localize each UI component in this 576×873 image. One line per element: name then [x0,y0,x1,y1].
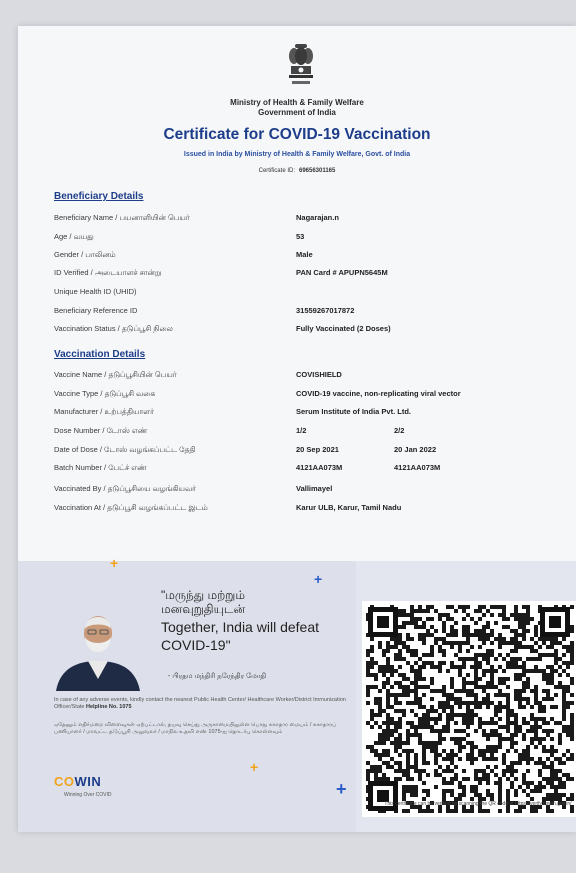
field-value: Karur ULB, Karur, Tamil Nadu [296,503,402,512]
dose2-value: 4121AA073M [394,463,441,472]
helpline-text: In case of any adverse events, kindly contact the nearest Public Health Center/ Healthcare Worker/District Immunization Officer/State [54,697,346,710]
plus-decoration-icon: + [250,759,259,775]
plus-decoration-icon: + [336,779,347,799]
quote-tamil [161,588,245,616]
beneficiary-row [54,229,554,247]
field-value: COVID-19 vaccine, non-replicating viral vector [296,389,461,398]
field-label: Dose Number / டோஸ் எண் [54,426,148,435]
government-name: Government of India [258,108,336,117]
certificate-id [18,168,576,174]
issued-by-line: Issued in India by Ministry of Health & Family Welfare, Govt. of India [183,151,411,158]
vaccination-certificate [18,26,576,832]
field-value: Nagarajan.n [296,213,339,222]
plus-decoration-icon: + [110,555,119,571]
dose1-value: 1/2 [296,426,307,435]
footer-message-panel [18,555,356,832]
field-label: Unique Health ID (UHID) [54,287,137,296]
vaccination-row [54,404,554,422]
cowin-tagline: Winning Over COVID [64,792,112,798]
dose1-value: 4121AA073M [296,463,343,472]
dose2-value: 20 Jan 2022 [394,445,437,454]
cowin-logo-win: WIN [74,774,102,789]
field-value: 31559267017872 [296,306,355,315]
field-value: 53 [296,232,305,241]
dose2-value: 2/2 [394,426,405,435]
quote-tamil-line: மனவுறுதியுடன் [161,602,246,616]
field-label: Beneficiary Reference ID [54,306,138,315]
ministry-heading [18,98,576,118]
field-value: Vallimayel [296,484,333,493]
qr-verification-note: This certificate can be verified by scanning the QR code at https://verify.cowin.gov.in/ [384,801,572,807]
certificate-footer [18,555,576,832]
field-value: PAN Card # APUPN5645M [296,268,388,277]
beneficiary-row [54,265,554,283]
quote-tamil-line: "மருந்து மற்றும் [161,588,245,602]
quote-english: Together, India will defeat COVID-19" [161,619,319,653]
beneficiary-row [54,303,554,321]
vaccination-row [54,481,554,499]
beneficiary-row [54,321,554,339]
vaccination-section-title: Vaccination Details [54,349,146,360]
vaccination-row [54,442,554,460]
dose1-value: 20 Sep 2021 [296,445,339,454]
national-emblem-icon [286,42,316,92]
qr-code [362,601,576,817]
field-value: Serum Institute of India Pvt. Ltd. [296,407,412,416]
field-label: ID Verified / அடையாளச் சான்று [54,268,162,277]
vaccination-row [54,460,554,478]
field-label: Vaccine Type / தடுப்பூசி வகை [54,389,156,398]
cowin-logo [54,774,101,789]
helpline-info-tamil: ஏதேனும் எதிர்மறை விளைவுகள் ஏற்பட்டால், தயவு செய்து அருகாமையிலுள்ள பொது சுகாதார மையம் / சுகாதாரப் பணியாளர் / மாவட்ட தடுப்பூசி அலுவலர் / மாநில உதவி எண் 1075-ஐ தொடர்பு கொள்ளவும் [54,722,337,735]
field-label: Beneficiary Name / பயனாளியின் பெயர் [54,213,190,222]
field-label: Vaccinated By / தடுப்பூசியை வழங்கியவர் [54,484,197,493]
beneficiary-row [54,210,554,228]
prime-minister-portrait [52,599,144,691]
field-label: Vaccination Status / தடுப்பூசி நிலை [54,324,173,333]
vaccination-row [54,423,554,441]
field-label: Date of Dose / டோஸ் வழங்கப்பட்ட தேதி [54,445,196,454]
plus-decoration-icon: + [314,571,323,587]
quote-signature: - பிரதம மந்திரி நரேந்திர மோதி [168,673,267,680]
helpline-info [54,697,350,711]
beneficiary-row [54,284,554,302]
certificate-id-label: Certificate ID: [258,168,295,174]
field-value: Male [296,250,313,259]
certificate-id-value: 69656301165 [298,168,336,174]
field-label: Vaccination At / தடுப்பூசி வழங்கப்பட்ட இடம் [54,503,208,512]
beneficiary-section-title: Beneficiary Details [54,191,144,202]
field-value: COVISHIELD [296,370,342,379]
certificate-title: Certificate for COVID-19 Vaccination [163,126,431,143]
field-value: Fully Vaccinated (2 Doses) [296,324,391,333]
cowin-logo-co: CO [54,774,75,789]
helpline-number: Helpline No. 1075 [86,704,132,710]
beneficiary-row [54,247,554,265]
vaccination-row [54,367,554,385]
vaccination-row [54,386,554,404]
field-label: Age / வயது [54,232,94,241]
field-label: Gender / பாலினம் [54,250,116,259]
field-label: Manufacturer / உற்பத்தியாளர் [54,407,154,416]
vaccination-row [54,500,554,518]
field-label: Batch Number / பேட்ச் எண் [54,463,147,472]
field-label: Vaccine Name / தடுப்பூசியின் பெயர் [54,370,177,379]
ministry-name: Ministry of Health & Family Welfare [230,98,364,107]
